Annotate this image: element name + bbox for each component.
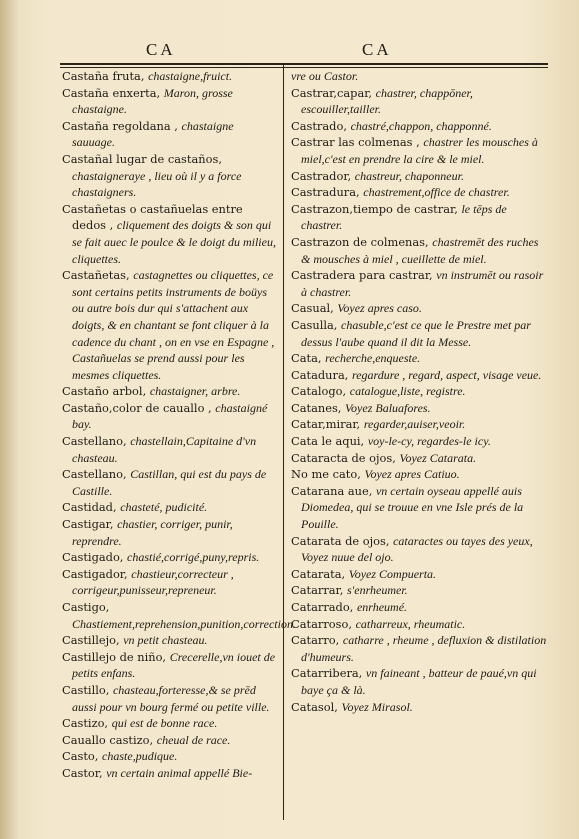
dictionary-entry — [62, 499, 276, 516]
entry-translation: cliquement des doigts & son qui se fait auec le poulce & le doigt du milieu, cliquettes. — [72, 218, 276, 266]
dictionary-entry — [291, 699, 547, 716]
entry-headword: Catarrado, — [291, 600, 357, 614]
dictionary-entry — [291, 665, 547, 698]
entry-headword: Castaño arbol, — [62, 384, 150, 399]
entry-headword: Castigador, — [62, 566, 132, 581]
dictionary-entry — [291, 267, 547, 300]
dictionary-entry — [291, 201, 547, 234]
entry-translation: Voyez Mirasol. — [341, 699, 413, 714]
entry-translation: cataractes ou tayes des yeux, Voyez nuue del ojo. — [301, 533, 533, 565]
entry-translation: regarder,auiser,veoir. — [363, 417, 466, 432]
dictionary-entry — [291, 599, 547, 616]
entry-headword: Castigo, — [62, 600, 110, 614]
entry-translation: chasteté, pudicité. — [120, 500, 208, 515]
dictionary-entry — [291, 184, 547, 201]
entry-headword: Castrador, — [291, 168, 355, 183]
dictionary-entry — [62, 466, 276, 499]
entry-translation: chastaigneraye , lieu où il y a force chastaigners. — [72, 168, 242, 200]
entry-translation: chastrement,office de chastrer. — [363, 185, 510, 200]
entry-translation: Voyez Catarata. — [399, 450, 477, 465]
header-left: CA — [146, 40, 176, 59]
entry-translation: chastaigne sauuage. — [72, 118, 234, 150]
dictionary-entry — [62, 68, 276, 85]
entry-translation: chastaigné bay. — [72, 400, 268, 432]
dictionary-entry — [62, 549, 276, 566]
dictionary-entry — [62, 516, 276, 549]
entry-headword: Catarata, — [291, 566, 349, 581]
dictionary-entry — [291, 450, 547, 467]
entry-headword: Castrado, — [291, 118, 351, 133]
entry-headword: Catarata de ojos, — [291, 533, 394, 548]
entry-translation: vn instrumēt ou rasoir à chastrer. — [301, 268, 544, 299]
entry-translation: vn faineant , batteur de paué,vn qui baye ça & là. — [301, 666, 537, 697]
entry-headword: Catarribera, — [291, 666, 366, 681]
entry-translation: chastaigne,fruict. — [148, 69, 233, 83]
dictionary-entry — [291, 616, 547, 633]
entry-headword: Castigar, — [62, 517, 118, 532]
entry-translation: castagnettes ou cliquettes, ce sont certains petits instruments de boüys ou autre bois dur qui s'attachent aux doigts, & en chantant se font cliquer à la cadence du chant , on en vse en Espagne , Castañuelas se prend aussi pour les mesmes cliquettes. — [72, 268, 275, 382]
dictionary-entry — [62, 383, 276, 400]
entry-headword: Castigado, — [62, 550, 128, 565]
dictionary-entry — [62, 566, 276, 599]
entry-translation: vn petit chasteau. — [123, 633, 208, 648]
dictionary-entry — [62, 682, 276, 715]
entry-translation: chaste,pudique. — [102, 749, 178, 764]
dictionary-entry — [62, 632, 276, 649]
entry-translation: vre ou Castor. — [291, 69, 359, 83]
entry-headword: Casulla, — [291, 317, 342, 332]
page-gutter-shadow — [0, 0, 20, 839]
entry-headword: Cata, — [291, 351, 326, 366]
dictionary-entry — [291, 632, 547, 665]
dictionary-entry — [62, 715, 276, 732]
dictionary-entry — [291, 300, 547, 317]
entry-translation: chasteau,forteresse,& se prēd aussi pour vn bourg fermé ou petite ville. — [72, 682, 270, 714]
entry-headword: Castrazon de colmenas, — [291, 234, 433, 249]
entry-headword: No me cato, — [291, 467, 365, 482]
entry-headword: Catar,mirar, — [291, 417, 364, 432]
entry-translation: chastaigner, arbre. — [149, 384, 241, 399]
entry-translation: Castillan, qui est du pays de Castille. — [72, 467, 267, 498]
entry-translation: chastié,corrigé,puny,repris. — [127, 550, 260, 565]
entry-translation: Voyez apres caso. — [337, 301, 422, 316]
entry-headword: Castrar las colmenas , — [291, 135, 424, 150]
entry-headword: Castaña regoldana , — [62, 118, 182, 133]
entry-headword: Castidad, — [62, 500, 121, 515]
entry-translation: chastrer les mousches à miel,c'est en prendre la cire & le miel. — [301, 135, 538, 166]
dictionary-entry — [291, 483, 547, 533]
entry-translation: vn certain oyseau appellé auis Diomedea, qui se trouue en vne Isle prés de la Pouille. — [301, 483, 524, 532]
entry-headword: Casto, — [62, 749, 103, 764]
entry-headword: Catarro, — [291, 633, 343, 648]
entry-translation: le tēps de chastrer. — [301, 201, 507, 233]
entry-headword: Castradura, — [291, 185, 364, 200]
dictionary-entry — [291, 317, 547, 350]
entry-headword: Castañetas, — [62, 268, 134, 283]
entry-translation: Chastiement,reprehension,punition,correction. — [72, 616, 296, 631]
entry-headword: Catadura, — [291, 367, 352, 382]
entry-headword: Castizo, — [62, 716, 112, 731]
entry-translation: recherche,enqueste. — [325, 351, 421, 366]
dictionary-entry — [62, 765, 276, 782]
dictionary-entry — [62, 400, 276, 433]
dictionary-entry — [291, 566, 547, 583]
entry-headword: Catarroso, — [291, 616, 356, 631]
dictionary-entry — [291, 466, 547, 483]
entry-headword: Cauallo castizo, — [62, 732, 157, 747]
dictionary-entry — [291, 383, 547, 400]
right-column — [291, 68, 547, 715]
dictionary-entry — [291, 367, 547, 384]
entry-translation: Voyez Baluafores. — [345, 400, 431, 415]
entry-headword: Catanes, — [291, 400, 346, 415]
dictionary-entry — [291, 118, 547, 135]
column-divider — [283, 65, 284, 820]
entry-headword: Cataracta de ojos, — [291, 450, 400, 465]
entry-translation: catharreux, rheumatic. — [355, 616, 466, 631]
entry-translation: chastellain,Capitaine d'vn chasteau. — [72, 434, 257, 465]
entry-headword: Castrazon,tiempo de castrar, — [291, 201, 462, 216]
entry-translation: catharre , rheume , defluxion & distilation d'humeurs. — [301, 633, 547, 664]
dictionary-entry — [62, 748, 276, 765]
dictionary-entry — [62, 732, 276, 749]
entry-headword: Castañal lugar de castaños, — [62, 151, 222, 166]
entry-headword: Castor, — [62, 765, 107, 780]
entry-translation: enrheumé. — [356, 600, 408, 614]
entry-translation: s'enrheumer. — [347, 583, 408, 598]
dictionary-entry — [62, 85, 276, 118]
header-rule — [60, 63, 548, 65]
entry-translation: vn certain animal appellé Bie- — [106, 765, 253, 780]
entry-headword: Castrar,capar, — [291, 85, 376, 100]
entry-headword: Castradera para castrar, — [291, 268, 437, 283]
entry-translation: qui est de bonne race. — [111, 716, 218, 731]
dictionary-entry — [291, 168, 547, 185]
dictionary-entry — [291, 85, 547, 118]
dictionary-entry — [62, 151, 276, 201]
entry-translation: regardure , regard, aspect, visage veue. — [351, 367, 542, 382]
header-right: CA — [362, 40, 392, 59]
entry-translation: catalogue,liste, registre. — [349, 384, 466, 399]
entry-translation: Crecerelle,vn iouet de petits enfans. — [72, 649, 276, 681]
entry-headword: Castellano, — [62, 467, 131, 482]
dictionary-entry — [291, 433, 547, 450]
dictionary-entry — [291, 416, 547, 433]
entry-headword: Cata le aqui, — [291, 434, 368, 449]
dictionary-entry — [62, 433, 276, 466]
entry-translation: chastré,chappon, chapponné. — [350, 118, 492, 133]
entry-translation: chastremēt des ruches & mousches à miel , cueillette de miel. — [301, 234, 539, 266]
entry-headword: Castillejo, — [62, 633, 124, 648]
entry-headword: Casual, — [291, 301, 338, 316]
entry-headword: Castañetas o castañuelas entre dedos , — [62, 201, 243, 233]
dictionary-entry — [62, 267, 276, 383]
dictionary-entry — [291, 350, 547, 367]
entry-translation: Voyez Compuerta. — [348, 566, 437, 581]
dictionary-entry — [62, 599, 296, 632]
entry-translation: chastier, corriger, punir, reprendre. — [72, 517, 233, 548]
entry-translation: Maron, grosse chastaigne. — [72, 85, 233, 117]
entry-headword: Castaño,color de cauallo , — [62, 400, 216, 415]
entry-translation: chasuble,c'est ce que le Prestre met par dessus l'aube quand il dit la Messe. — [301, 317, 531, 349]
entry-headword: Castaña enxerta, — [62, 85, 164, 100]
entry-translation: cheual de race. — [156, 732, 231, 747]
entry-headword: Castillo, — [62, 682, 113, 697]
entry-translation: chastreur, chaponneur. — [354, 168, 464, 183]
dictionary-entry — [291, 533, 547, 566]
dictionary-entry — [62, 649, 276, 682]
left-column — [62, 68, 296, 782]
dictionary-entry — [291, 400, 547, 417]
entry-headword: Catasol, — [291, 699, 342, 714]
entry-headword: Catarrar, — [291, 583, 347, 598]
dictionary-entry — [62, 201, 276, 267]
entry-translation: voy-le-cy, regardes-le icy. — [367, 434, 491, 449]
entry-translation: chastieur,correcteur , corrigeur,punisseur,repreneur. — [72, 566, 234, 598]
entry-translation: Voyez apres Catiuo. — [364, 467, 460, 482]
entry-translation: chastrer, chappōner, escouiller,tailler. — [301, 85, 473, 117]
dictionary-entry — [62, 118, 276, 151]
entry-headword: Catalogo, — [291, 384, 350, 399]
dictionary-entry — [291, 234, 547, 267]
entry-headword: Castillejo de niño, — [62, 649, 170, 664]
entry-headword: Castaña fruta, — [62, 69, 149, 83]
dictionary-entry — [291, 582, 547, 599]
entry-headword: Catarana aue, — [291, 483, 376, 498]
dictionary-entry — [291, 68, 547, 85]
dictionary-entry — [291, 134, 547, 167]
entry-headword: Castellano, — [62, 434, 131, 449]
